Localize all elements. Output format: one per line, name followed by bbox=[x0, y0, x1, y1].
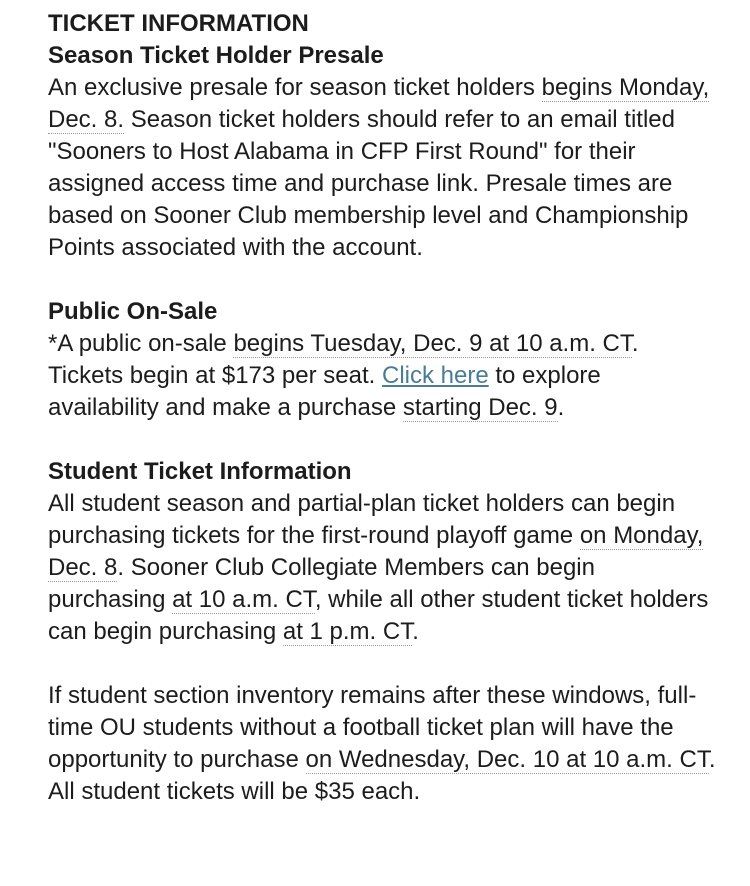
public-date-link[interactable]: begins Tuesday, Dec. 9 at 10 a.m. CT bbox=[233, 330, 632, 357]
presale-heading: Season Ticket Holder Presale bbox=[48, 42, 384, 69]
presale-text-1: An exclusive presale for season ticket holders bbox=[48, 74, 542, 101]
student-paragraph-2 bbox=[48, 680, 718, 808]
student-text-2: . Sooner Club Collegiate Members can begin purchasing bbox=[48, 554, 595, 613]
student-text-3: , while all other student ticket holders can begin purchasing bbox=[48, 586, 709, 645]
other-student-time-link[interactable]: at 1 p.m. CT bbox=[282, 618, 413, 645]
presale-paragraph bbox=[48, 72, 718, 264]
public-text-3: to explore availability and make a purchase bbox=[48, 362, 601, 421]
public-text-1: *A public on-sale bbox=[48, 330, 234, 357]
public-start-date-link[interactable]: starting Dec. 9 bbox=[402, 394, 558, 421]
student-p2-text-1: If student section inventory remains after these windows, full-time OU students without a football ticket plan will have the opportunity to purchase bbox=[48, 682, 697, 773]
click-here-link[interactable]: Click here bbox=[381, 362, 489, 389]
collegiate-time-link[interactable]: at 10 a.m. CT bbox=[172, 586, 315, 613]
student-heading: Student Ticket Information bbox=[48, 458, 352, 485]
presale-text-2: Season ticket holders should refer to an email titled "Sooners to Host Alabama in CFP First Round" for their assigned access time and purchase link. Presale times are based on Sooner Club membership level and Championship Points associated with the account. bbox=[48, 106, 689, 261]
presale-date-link[interactable]: begins Monday, Dec. 8. bbox=[48, 74, 710, 133]
student-paragraph-1 bbox=[48, 488, 718, 648]
page-title: TICKET INFORMATION bbox=[48, 10, 309, 37]
general-student-date-link[interactable]: on Wednesday, Dec. 10 at 10 a.m. CT bbox=[305, 746, 709, 773]
student-text-4: . bbox=[412, 618, 419, 645]
public-text-4: . bbox=[557, 394, 565, 421]
public-text-2: . Tickets begin at $173 per seat. bbox=[48, 330, 639, 389]
public-onsale-paragraph bbox=[48, 328, 718, 424]
public-onsale-heading: Public On-Sale bbox=[48, 298, 218, 325]
student-date-link[interactable]: on Monday, Dec. 8 bbox=[48, 522, 704, 581]
student-p2-text-2: . All student tickets will be $35 each. bbox=[48, 746, 716, 805]
student-text-1: All student season and partial-plan ticket holders can begin purchasing tickets for the first-round playoff game bbox=[48, 490, 676, 549]
